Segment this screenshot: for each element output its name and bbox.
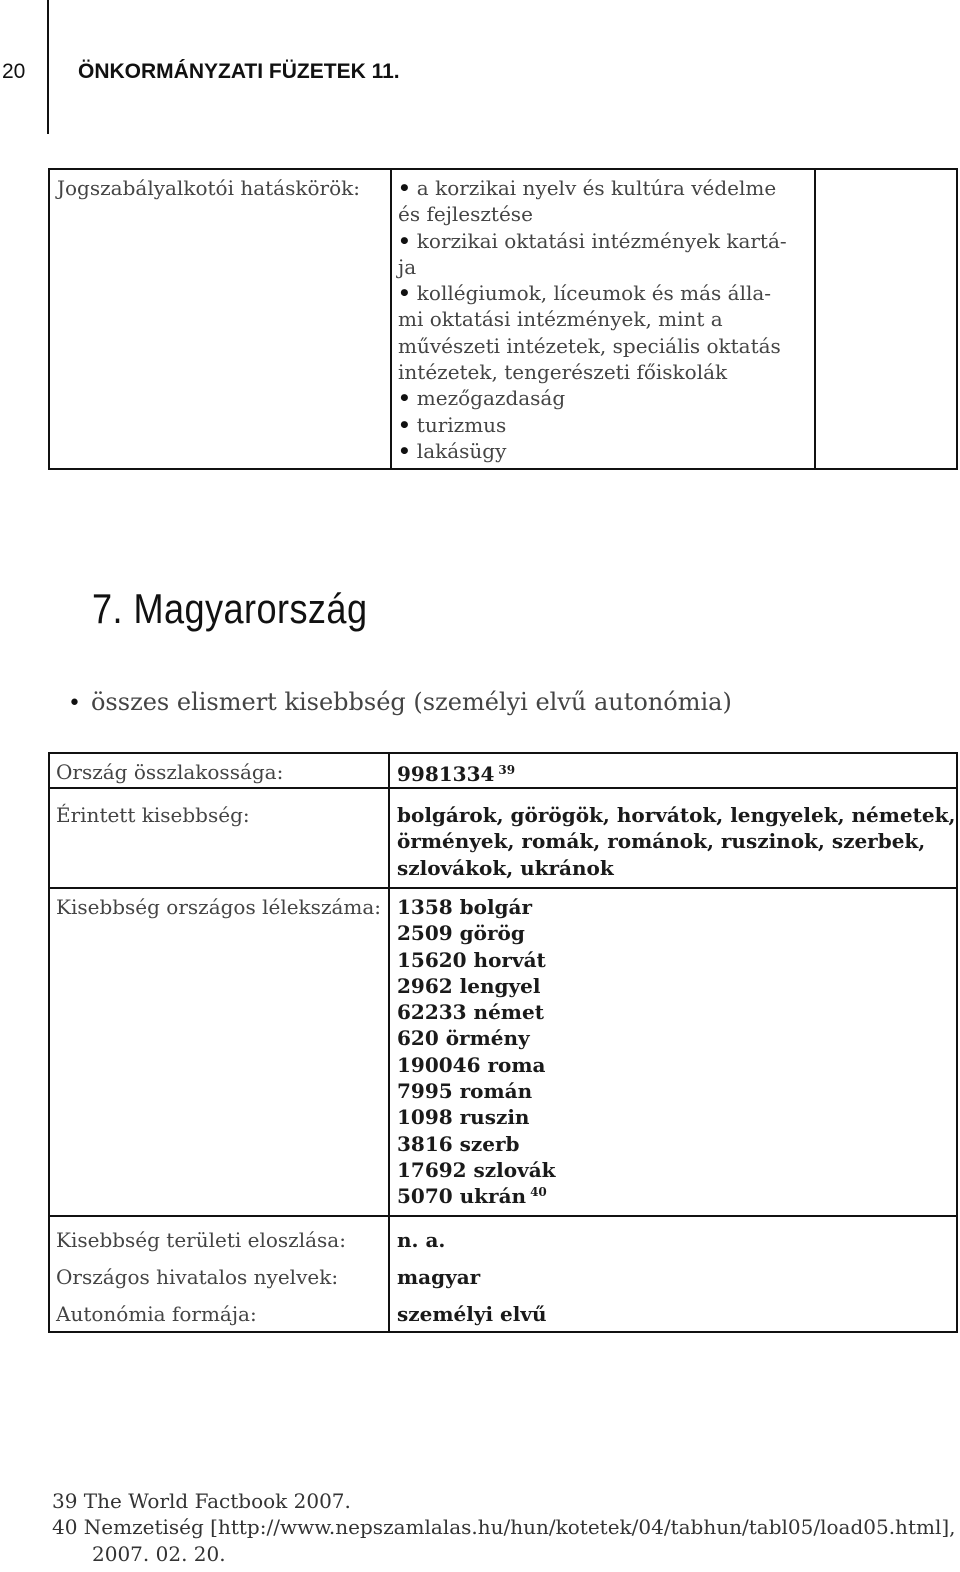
competence-list-item <box>398 412 814 438</box>
table-row-divider <box>50 787 956 789</box>
page-number: 20 <box>2 60 26 83</box>
bullet-icon: • <box>68 691 81 716</box>
official-languages-label: Országos hivatalos nyelvek: <box>56 1265 339 1289</box>
headcount-line <box>397 920 952 946</box>
headcount-line <box>397 947 952 973</box>
country-data-table <box>48 752 958 1333</box>
headcount-text: 620 örmény <box>397 1026 530 1051</box>
section-heading: 7. Magyarország <box>92 585 368 632</box>
competence-list-item <box>398 333 814 359</box>
section-bullet-text: összes elismert kisebbség (személyi elvű autonómia) <box>90 688 732 716</box>
headcount-text: 2509 görög <box>397 921 525 946</box>
headcount-text: 15620 horvát <box>397 947 546 972</box>
competence-label-cell <box>50 170 392 468</box>
bullet-icon: • <box>398 412 411 437</box>
running-title: ÖNKORMÁNYZATI FÜZETEK 11. <box>78 60 400 83</box>
competence-list-item <box>398 280 814 306</box>
footnotes <box>52 1488 956 1567</box>
bullet-icon: • <box>398 281 411 306</box>
table-row-divider <box>50 1215 956 1217</box>
table-row-divider <box>50 887 956 889</box>
competence-list-text: korzikai oktatási intézmények kartá- <box>416 228 787 253</box>
competence-list-text: a korzikai nyelv és kultúra védelme <box>416 176 777 200</box>
headcount-text: 17692 szlovák <box>397 1157 556 1182</box>
competence-list-text: mi oktatási intézmények, mint a <box>398 307 723 332</box>
headcount-text: 5070 ukrán <box>397 1184 527 1209</box>
headcount-line <box>397 1025 952 1051</box>
headcount-line <box>397 1183 952 1209</box>
competence-list-item <box>398 201 814 227</box>
competence-table <box>48 168 958 470</box>
minorities-line: szlovákok, ukránok <box>397 855 614 880</box>
minorities-value <box>397 802 956 881</box>
competence-list-text: turizmus <box>416 412 507 437</box>
headcount-text: 2962 lengyel <box>397 973 541 998</box>
competence-list-item <box>398 438 814 464</box>
competence-empty-cell <box>816 170 956 468</box>
headcount-line <box>397 1052 952 1078</box>
official-languages-value: magyar <box>397 1265 481 1289</box>
section-bullet-item <box>68 688 732 716</box>
competence-list-item <box>398 175 814 201</box>
headcount-line <box>397 973 952 999</box>
header-divider <box>47 0 49 134</box>
distribution-label: Kisebbség területi eloszlása: <box>56 1228 346 1252</box>
competence-list-item <box>398 385 814 411</box>
headcount-line <box>397 1157 952 1183</box>
population-number: 9981334 <box>397 762 495 786</box>
competence-list-text: lakásügy <box>416 438 507 463</box>
distribution-value: n. a. <box>397 1228 446 1252</box>
headcount-line <box>397 999 952 1025</box>
bullet-icon: • <box>398 176 411 200</box>
competence-list <box>392 170 814 464</box>
population-value <box>397 761 952 787</box>
competence-list-text: intézetek, tengerészeti főiskolák <box>398 360 728 385</box>
headcount-line <box>397 1104 952 1130</box>
footnote-40-continued: 2007. 02. 20. <box>92 1541 226 1566</box>
minorities-line: örmények, romák, románok, ruszinok, szerbek, <box>397 829 926 854</box>
bullet-icon: • <box>398 386 411 411</box>
competence-list-text: és fejlesztése <box>398 202 533 227</box>
headcount-text: 62233 német <box>397 1000 544 1025</box>
bullet-icon: • <box>398 438 411 463</box>
competence-list-text: ja <box>398 254 417 279</box>
minorities-line: bolgárok, görögök, horvátok, lengyelek, németek, <box>397 803 956 827</box>
minorities-label: Érintett kisebbség: <box>56 803 250 827</box>
autonomy-label: Autonómia formája: <box>56 1302 257 1326</box>
table-column-divider <box>388 754 390 1331</box>
headcount-text: 190046 roma <box>397 1052 546 1077</box>
bullet-icon: • <box>398 228 411 253</box>
footnote-ref-40: 40 <box>530 1185 547 1200</box>
competence-list-text: művészeti intézetek, speciális oktatás <box>398 333 781 358</box>
headcount-text: 3816 szerb <box>397 1131 520 1156</box>
competence-list-item <box>398 359 814 385</box>
competence-label: Jogszabályalkotói hatáskörök: <box>57 176 360 200</box>
headcount-label: Kisebbség országos lélekszáma: <box>56 895 382 919</box>
headcount-values <box>397 894 952 1210</box>
competence-list-text: kollégiumok, líceumok és más álla- <box>416 281 772 306</box>
autonomy-value: személyi elvű <box>397 1302 547 1326</box>
footnote-ref-39: 39 <box>498 763 516 777</box>
competence-list-cell <box>392 170 816 468</box>
footnote-39: 39 The World Factbook 2007. <box>52 1489 351 1513</box>
competence-list-text: mezőgazdaság <box>416 386 566 411</box>
footnote-40: 40 Nemzetiség [http://www.nepszamlalas.hu/hun/kotetek/04/tabhun/tabl05/load05.html], <box>52 1515 956 1540</box>
headcount-line <box>397 1131 952 1157</box>
headcount-line <box>397 1078 952 1104</box>
competence-list-item <box>398 306 814 332</box>
competence-list-item <box>398 228 814 254</box>
headcount-line <box>397 894 952 920</box>
headcount-text: 1358 bolgár <box>397 895 533 919</box>
population-label: Ország összlakossága: <box>56 760 284 784</box>
competence-list-item <box>398 254 814 280</box>
headcount-text: 7995 román <box>397 1079 533 1104</box>
headcount-text: 1098 ruszin <box>397 1105 530 1130</box>
